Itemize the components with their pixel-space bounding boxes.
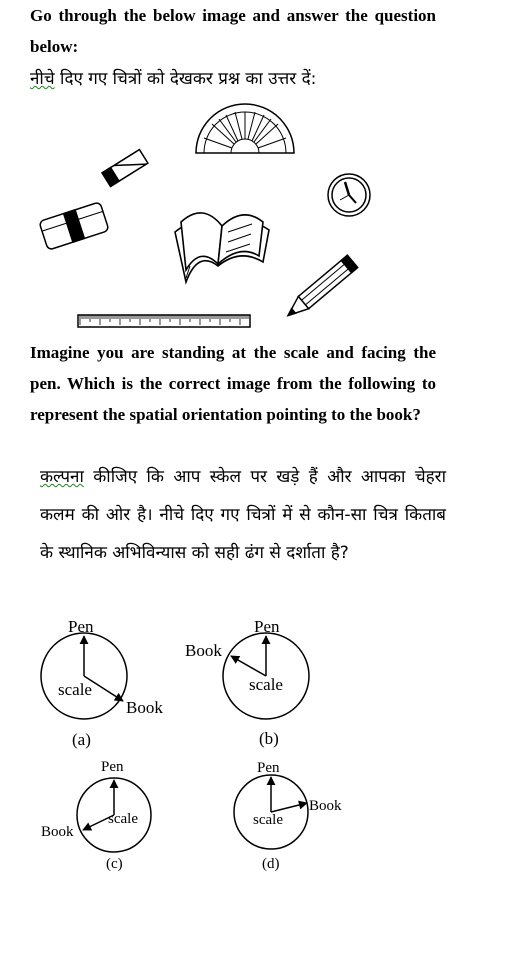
option-c-caption: (c) <box>106 856 123 872</box>
option-b-pen-label: Pen <box>254 617 280 636</box>
instruction-hindi-rest: दिए गए चित्रों को देखकर प्रश्न का उत्तर दें: <box>54 69 317 89</box>
option-c-book-label: Book <box>41 824 74 840</box>
question-hindi-word: कल्पना <box>40 467 84 487</box>
eraser-icon <box>39 202 109 250</box>
option-d-pen-label: Pen <box>257 760 280 776</box>
option-a-caption: (a) <box>72 730 91 749</box>
objects-illustration <box>0 100 522 340</box>
instruction-hindi <box>30 64 316 94</box>
options-diagrams <box>0 610 522 880</box>
option-b-book-label: Book <box>185 641 222 660</box>
question-hindi <box>40 458 446 572</box>
option-d-caption: (d) <box>262 856 280 872</box>
protractor-icon <box>196 104 294 153</box>
option-a-book-label: Book <box>126 698 163 717</box>
question-hindi-rest: कीजिए कि आप स्केल पर खड़े हैं और आपका चेहरा कलम की ओर है। नीचे दिए गए चित्रों में से कौन-सा चित्र किताब के स्थानिक अभिविन्यास को सही ढंग से दर्शाता है? <box>40 467 446 563</box>
option-c-pen-label: Pen <box>101 759 124 775</box>
instruction-hindi-word: नीचे <box>30 69 55 89</box>
book-icon <box>175 213 269 282</box>
option-a-diagram <box>41 633 127 719</box>
option-a-pen-label: Pen <box>68 617 94 636</box>
option-a-scale-label: scale <box>58 680 92 699</box>
sharpener-icon <box>102 150 148 187</box>
pencil-icon <box>283 255 358 321</box>
option-d-book-label: Book <box>309 798 342 814</box>
option-d-scale-label: scale <box>253 812 283 828</box>
clock-icon <box>328 174 370 216</box>
instruction-english: Go through the below image and answer the question below: <box>30 6 436 56</box>
option-b-caption: (b) <box>259 729 279 748</box>
question-english: Imagine you are standing at the scale and facing the pen. Which is the correct image from the following to represent the spatial orientation pointing to the book? <box>30 343 436 424</box>
option-c-scale-label: scale <box>108 811 138 827</box>
ruler-icon <box>78 315 250 327</box>
option-b-scale-label: scale <box>249 675 283 694</box>
